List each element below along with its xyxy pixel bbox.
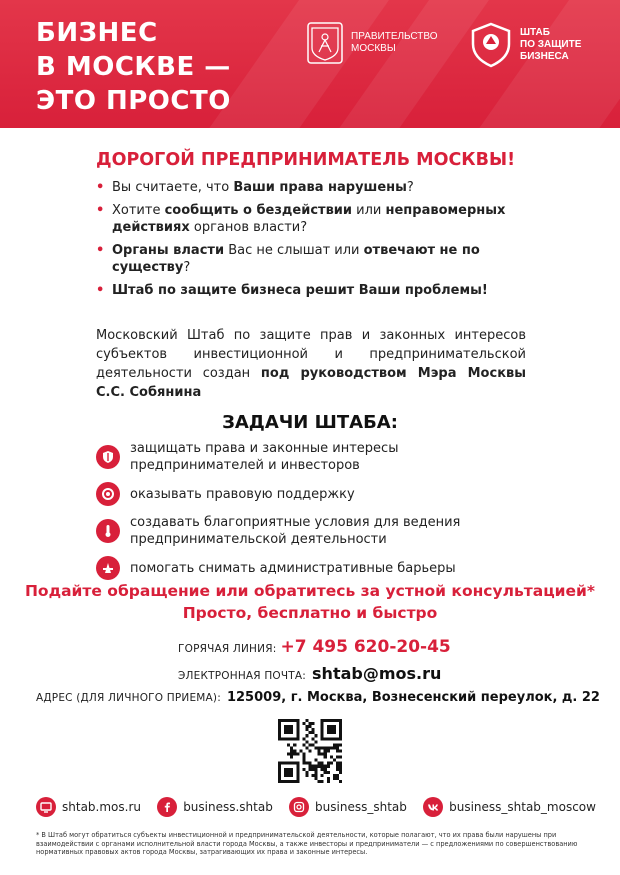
task-label: создавать благоприятные условия для ведения предпринимательской деятельности [130, 515, 461, 547]
moscow-coat-of-arms-icon [307, 22, 343, 64]
website-icon [36, 797, 56, 817]
address-label: АДРЕС (ДЛЯ ЛИЧНОГО ПРИЕМА): [36, 692, 221, 704]
question-text: ? [406, 180, 414, 195]
header-title [36, 16, 231, 118]
header-title-line: В МОСКВЕ — [36, 52, 231, 82]
gov-logo-line: МОСКВЫ [351, 43, 396, 54]
about-text: Московский Штаб по защите прав и законных интересов субъектов инвестиционной и предпринимательской деятельности создан [96, 328, 526, 381]
question-bold-text: отвечают не по существу [112, 243, 480, 275]
task-label: оказывать правовую поддержку [130, 486, 355, 502]
instagram-label: business_shtab [315, 800, 407, 814]
question-bold-text: неправомерных действиях [112, 203, 506, 235]
footnote: * В Штаб могут обратиться субъекты инвестиционной и предпринимательской деятельности, которые полагают, что их права были нарушены при взаимодействии с органами исполнительной власти города Москвы, а также инвесторы и предприниматели — с предложениями по совершенствованию нормативных правовых актов города Москвы, затрагивающих их права и законные интересы. [36, 831, 578, 857]
address-value: 125009, г. Москва, Вознесенский переулок, д. 22 [226, 690, 600, 705]
vk-link[interactable] [423, 797, 596, 817]
website-link[interactable] [36, 797, 141, 817]
about-bold-text: под руководством Мэра Москвы С.С. Собянина [96, 366, 527, 400]
question-bold-text: Штаб по защите бизнеса решит Ваши проблемы! [112, 283, 488, 298]
email-contact [178, 664, 441, 683]
greeting-heading: ДОРОГОЙ ПРЕДПРИНИМАТЕЛЬ МОСКВЫ! [96, 150, 516, 170]
call-to-action [0, 580, 620, 624]
address-contact [36, 690, 600, 705]
email-label: ЭЛЕКТРОННАЯ ПОЧТА: [178, 670, 307, 682]
shield-icon [96, 445, 120, 469]
hotline [178, 637, 451, 657]
task-item [96, 514, 536, 548]
hotline-label: ГОРЯЧАЯ ЛИНИЯ: [178, 643, 277, 655]
task-label: защищать права и законные интересы предпринимателей и инвесторов [130, 441, 399, 473]
thermometer-icon [96, 519, 120, 543]
email-link[interactable]: shtab@mos.ru [312, 664, 442, 683]
shtab-logo [470, 22, 581, 68]
task-item [96, 556, 536, 580]
header-title-line: ЭТО ПРОСТО [36, 86, 231, 116]
question-item [96, 242, 516, 276]
tasks-list [96, 440, 536, 588]
moscow-government-logo [307, 22, 438, 64]
shield-emblem-icon [470, 22, 512, 68]
cta-line-1: Подайте обращение или обратитесь за устной консультацией* [24, 582, 596, 600]
question-text: Вас не слышат или [224, 243, 364, 258]
question-text: Хотите [112, 203, 165, 218]
facebook-label: business.shtab [183, 800, 273, 814]
task-item [96, 482, 536, 506]
shtab-logo-line: БИЗНЕСА [520, 51, 569, 62]
about-paragraph [96, 326, 526, 402]
task-label: помогать снимать административные барьеры [130, 560, 456, 576]
social-links [36, 797, 596, 817]
cta-line-2: Просто, бесплатно и быстро [182, 604, 438, 622]
header-title-line: БИЗНЕС [36, 18, 158, 48]
instagram-link[interactable] [289, 797, 407, 817]
question-item [96, 179, 516, 196]
tasks-title: ЗАДАЧИ ШТАБА: [222, 412, 398, 433]
shtab-logo-line: ШТАБ [520, 27, 550, 38]
shtab-logo-line: ПО ЗАЩИТЕ [520, 39, 582, 50]
hotline-phone-link[interactable]: +7 495 620-20-45 [280, 637, 451, 657]
question-bold-text: Органы власти [112, 243, 225, 258]
facebook-icon [157, 797, 177, 817]
task-item [96, 440, 536, 474]
qr-code-icon[interactable] [278, 719, 342, 783]
question-bold-text: сообщить о бездействии [164, 203, 353, 218]
facebook-link[interactable] [157, 797, 273, 817]
question-item [96, 282, 516, 299]
question-text: или [352, 203, 386, 218]
header-banner [0, 0, 620, 128]
vk-icon [423, 797, 443, 817]
question-list [96, 179, 516, 305]
question-bold-text: Ваши права нарушены [233, 180, 407, 195]
gov-logo-line: ПРАВИТЕЛЬСТВО [351, 31, 438, 42]
question-item [96, 202, 516, 236]
website-label: shtab.mos.ru [62, 800, 141, 814]
instagram-icon [289, 797, 309, 817]
vk-label: business_shtab_moscow [449, 800, 596, 814]
question-text: Вы считаете, что [112, 180, 234, 195]
question-text: ? [183, 260, 191, 275]
lifebuoy-icon [96, 482, 120, 506]
question-text: органов власти? [189, 220, 308, 235]
barrier-icon [96, 556, 120, 580]
